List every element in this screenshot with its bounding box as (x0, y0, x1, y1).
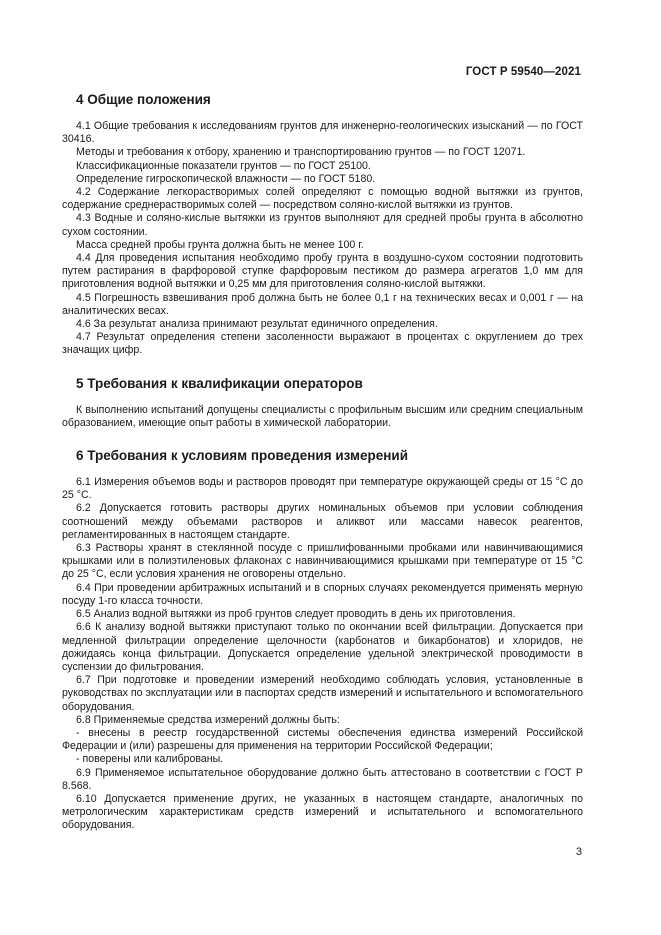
section-5 (62, 376, 583, 430)
document-id: ГОСТ Р 59540—2021 (465, 66, 581, 78)
paragraph: - поверены или калиброваны. (76, 753, 224, 766)
paragraph: Масса средней пробы грунта должна быть не менее 100 г. (76, 238, 364, 251)
document-body (62, 92, 583, 851)
paragraph: 6.3 Растворы хранят в стеклянной посуде с пришлифованными пробками или навинчивающимися крышками или в полиэтиленовых флаконах с навинчивающимися крышками при температуре от 15 °C до 25 °C, если условия хранения не оговорены отдельно. (62, 542, 583, 581)
paragraph: Методы и требования к отбору, хранению и транспортированию грунтов — по ГОСТ 12071. (76, 146, 526, 159)
section-6 (62, 448, 583, 832)
paragraph: 4.7 Результат определения степени засоленности выражают в процентах с округлением до трех значащих цифр. (62, 331, 583, 357)
paragraph: Классификационные показатели грунтов — по ГОСТ 25100. (76, 159, 371, 172)
paragraph: 4.6 За результат анализа принимают результат единичного определения. (76, 318, 438, 331)
paragraph: 4.3 Водные и соляно-кислые вытяжки из грунтов выполняют для средней пробы грунта в абсолютно сухом состоянии. (62, 212, 583, 238)
paragraph: 6.1 Измерения объемов воды и растворов проводят при температуре окружающей среды от 15 °C до 25 °C. (62, 476, 583, 502)
paragraph: 4.2 Содержание легкорастворимых солей определяют с помощью водной вытяжки из грунтов, содержание среднерастворимых солей — посредством соляно-кислой вытяжки из грунтов. (62, 186, 583, 212)
paragraph: 6.2 Допускается готовить растворы других номинальных объемов при условии соблюдения соотношений между объемами растворов и аликвот или массами навесок реагентов, регламентированных в настоящем стандарте. (62, 502, 583, 541)
paragraph: 6.5 Анализ водной вытяжки из проб грунтов следует проводить в день их приготовления. (76, 608, 516, 621)
section-title: 5 Требования к квалификации операторов (76, 375, 363, 391)
page-number: 3 (575, 846, 582, 858)
paragraph: 6.10 Допускается применение других, не указанных в настоящем стандарте, аналогичных по метрологическим характеристикам средств измерений и испытательного и вспомогательного оборудования. (62, 792, 583, 832)
paragraph: 6.6 К анализу водной вытяжки приступают только по окончании всей фильтрации. Допускается при медленной фильтрации определение щелочности (карбонатов и бикарбонатов) и хлоридов, не дожидаясь конца фильтрации. Допускается определение удельной электрической проводимости в суспензии до фильтрования. (62, 621, 583, 673)
section-title: 6 Требования к условиям проведения измерений (76, 448, 409, 464)
paragraph: 4.5 Погрешность взвешивания проб должна быть не более 0,1 г на технических весах и 0,001 г — на аналитических весах. (62, 291, 583, 317)
paragraph: 6.4 При проведении арбитражных испытаний и в спорных случаях рекомендуется применять мерную посуду 1-го класса точности. (62, 581, 583, 607)
paragraph: К выполнению испытаний допущены специалисты с профильным высшим или средним специальным образованием, имеющие опыт работы в химической лаборатории. (62, 403, 583, 429)
section-title: 4 Общие положения (76, 92, 211, 107)
paragraph: Определение гигроскопической влажности — по ГОСТ 5180. (76, 172, 376, 185)
paragraph: 6.8 Применяемые средства измерений должны быть: (76, 713, 340, 726)
section-4 (62, 92, 583, 358)
paragraph: 4.1 Общие требования к исследованиям грунтов для инженерно-геологических изысканий — по ГОСТ 30416. (62, 120, 583, 146)
paragraph: 6.9 Применяемое испытательное оборудование должно быть аттестовано в соответствии с ГОСТ Р 8.568. (62, 766, 583, 792)
paragraph: 4.4 Для проведения испытания необходимо пробу грунта в воздушно-сухом состоянии подготовить путем растирания в фарфоровой ступке фарфоровым пестиком до размера агрегатов 1,0 мм для приготовления водной вытяжки и 0,25 мм для приготовления соляно-кислой вытяжки. (62, 252, 583, 291)
paragraph: 6.7 При подготовке и проведении измерений необходимо соблюдать условия, установленные в руководствах по эксплуатации или в паспортах средств измерений и испытательного и вспомогательного оборудования. (62, 674, 583, 713)
paragraph: - внесены в реестр государственной системы обеспечения единства измерений Российской Федерации и (или) разрешены для применения на территории Российской Федерации; (62, 726, 583, 753)
